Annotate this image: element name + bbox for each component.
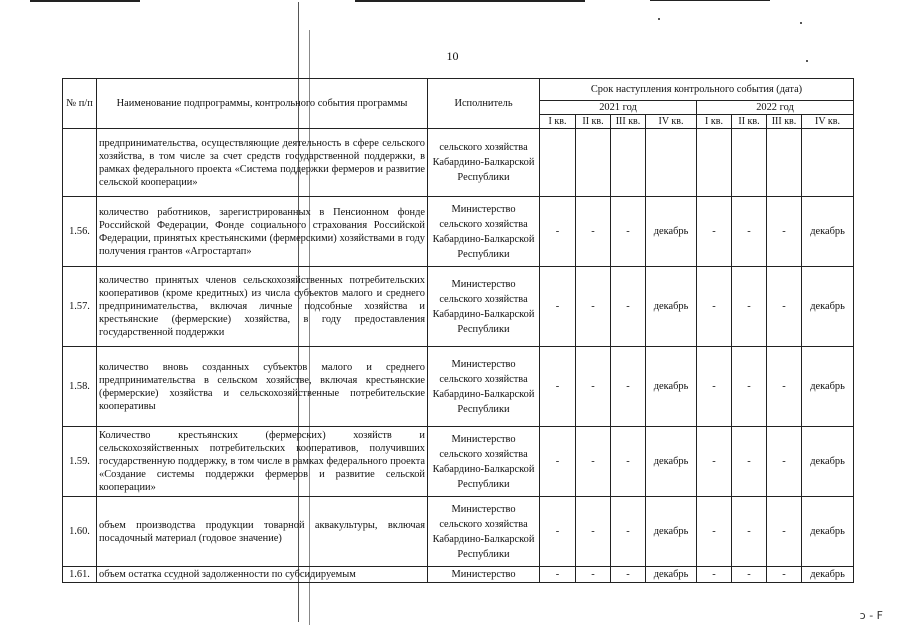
header-quarter: II кв.	[576, 115, 611, 129]
row-number: 1.60.	[63, 497, 97, 567]
scan-top-line	[650, 0, 770, 1]
quarter-cell: -	[767, 427, 802, 497]
page-number: 10	[446, 49, 459, 63]
quarter-cell	[697, 129, 732, 197]
quarter-cell: -	[611, 497, 646, 567]
quarter-cell: -	[732, 497, 767, 567]
event-name: количество вновь созданных субъектов малого и среднего предпринимательства в сельском хозяйстве, включая крестьянские (фермерские) хозяйства и сельскохозяйственные потребительские кооперативы	[97, 347, 428, 427]
quarter-cell: декабрь	[802, 197, 854, 267]
row-number: 1.58.	[63, 347, 97, 427]
header-year-2021: 2021 год	[540, 101, 697, 115]
header-quarter: II кв.	[732, 115, 767, 129]
quarter-cell: -	[576, 267, 611, 347]
executor: Министерство сельского хозяйства Кабардино-Балкарской Республики	[428, 497, 540, 567]
executor: сельского хозяйства Кабардино-Балкарской Республики	[428, 129, 540, 197]
event-name: объем производства продукции товарной аквакультуры, включая посадочный материал (годовое значение)	[97, 497, 428, 567]
quarter-cell: декабрь	[646, 497, 697, 567]
scan-top-line	[355, 0, 585, 2]
quarter-cell: -	[732, 347, 767, 427]
quarter-cell	[732, 129, 767, 197]
executor: Министерство сельского хозяйства Кабардино-Балкарской Республики	[428, 347, 540, 427]
header-quarter: IV кв.	[802, 115, 854, 129]
table-row	[63, 267, 854, 347]
header-quarter: I кв.	[540, 115, 576, 129]
scan-speck	[800, 22, 802, 24]
executor: Министерство сельского хозяйства Кабардино-Балкарской Республики	[428, 197, 540, 267]
table-row	[63, 567, 854, 583]
event-name: количество принятых членов сельскохозяйственных потребительских кооперативов (кроме кредитных) из числа субъектов малого и среднего предпринимательства, включая личные подсобные хозяйства и крестьянские (фермерские) хозяйства, в году предоставления государственной поддержки	[97, 267, 428, 347]
quarter-cell: декабрь	[802, 567, 854, 583]
quarter-cell: -	[540, 567, 576, 583]
scan-marks: ↄ ‑ F	[859, 609, 883, 622]
quarter-cell: -	[767, 197, 802, 267]
table-row	[63, 197, 854, 267]
quarter-cell: -	[576, 497, 611, 567]
row-number	[63, 129, 97, 197]
quarter-cell: -	[732, 567, 767, 583]
quarter-cell: -	[540, 497, 576, 567]
quarter-cell	[576, 129, 611, 197]
quarter-cell: -	[697, 197, 732, 267]
header-quarter: III кв.	[611, 115, 646, 129]
quarter-cell: -	[697, 567, 732, 583]
quarter-cell	[767, 129, 802, 197]
quarter-cell: -	[767, 267, 802, 347]
quarter-cell: -	[540, 427, 576, 497]
quarter-cell: декабрь	[646, 567, 697, 583]
quarter-cell: -	[540, 267, 576, 347]
quarter-cell	[611, 129, 646, 197]
quarter-cell: декабрь	[802, 347, 854, 427]
executor: Министерство	[428, 567, 540, 583]
table-row	[63, 347, 854, 427]
quarter-cell: -	[540, 197, 576, 267]
quarter-cell: -	[697, 497, 732, 567]
event-name: предпринимательства, осуществляющие деятельность в сфере сельского хозяйства, в том числе за счет средств государственной поддержки, в рамках федерального проекта «Система поддержки фермеров и развитие сельской кооперации»	[97, 129, 428, 197]
event-name: Количество крестьянских (фермерских) хозяйств и сельскохозяйственных потребительских кооперативов, получивших государственную поддержку, в том числе в рамках федерального проекта «Создание системы поддержки фермеров и развитие сельской кооперации»	[97, 427, 428, 497]
quarter-cell: декабрь	[646, 427, 697, 497]
quarter-cell: декабрь	[802, 427, 854, 497]
event-name: количество работников, зарегистрированных в Пенсионном фонде Российской Федерации, Фонде социального страхования Российской Федерации, принятых крестьянскими (фермерскими) хозяйствами в году получения грантов «Агростартап»	[97, 197, 428, 267]
scan-top-line	[30, 0, 140, 2]
scan-speck	[658, 18, 660, 20]
quarter-cell: -	[611, 197, 646, 267]
header-name: Наименование подпрограммы, контрольного события программы	[97, 79, 428, 129]
quarter-cell: декабрь	[646, 197, 697, 267]
executor: Министерство сельского хозяйства Кабардино-Балкарской Республики	[428, 267, 540, 347]
quarter-cell: декабрь	[646, 267, 697, 347]
quarter-cell	[540, 129, 576, 197]
quarter-cell: -	[611, 347, 646, 427]
event-name: объем остатка ссудной задолженности по субсидируемым	[97, 567, 428, 583]
quarter-cell: -	[767, 347, 802, 427]
header-quarter: IV кв.	[646, 115, 697, 129]
quarter-cell: -	[576, 427, 611, 497]
control-events-table	[62, 78, 854, 583]
quarter-cell: -	[767, 497, 802, 567]
header-num: № п/п	[63, 79, 97, 129]
quarter-cell: -	[732, 427, 767, 497]
quarter-cell: -	[697, 267, 732, 347]
header-year-2022: 2022 год	[697, 101, 854, 115]
row-number: 1.56.	[63, 197, 97, 267]
quarter-cell: -	[576, 567, 611, 583]
quarter-cell: декабрь	[802, 267, 854, 347]
header-period: Срок наступления контрольного события (дата)	[540, 79, 854, 101]
row-number: 1.61.	[63, 567, 97, 583]
quarter-cell: -	[540, 347, 576, 427]
quarter-cell: -	[611, 267, 646, 347]
quarter-cell: -	[611, 427, 646, 497]
quarter-cell: -	[767, 567, 802, 583]
quarter-cell	[646, 129, 697, 197]
quarter-cell: -	[697, 427, 732, 497]
table-row	[63, 129, 854, 197]
quarter-cell: -	[732, 197, 767, 267]
quarter-cell: -	[732, 267, 767, 347]
header-quarter: I кв.	[697, 115, 732, 129]
quarter-cell	[802, 129, 854, 197]
header-executor: Исполнитель	[428, 79, 540, 129]
table-row	[63, 427, 854, 497]
executor: Министерство сельского хозяйства Кабардино-Балкарской Республики	[428, 427, 540, 497]
row-number: 1.57.	[63, 267, 97, 347]
quarter-cell: -	[697, 347, 732, 427]
quarter-cell: декабрь	[646, 347, 697, 427]
row-number: 1.59.	[63, 427, 97, 497]
header-quarter: III кв.	[767, 115, 802, 129]
quarter-cell: -	[611, 567, 646, 583]
quarter-cell: -	[576, 197, 611, 267]
table-row	[63, 497, 854, 567]
quarter-cell: -	[576, 347, 611, 427]
quarter-cell: декабрь	[802, 497, 854, 567]
